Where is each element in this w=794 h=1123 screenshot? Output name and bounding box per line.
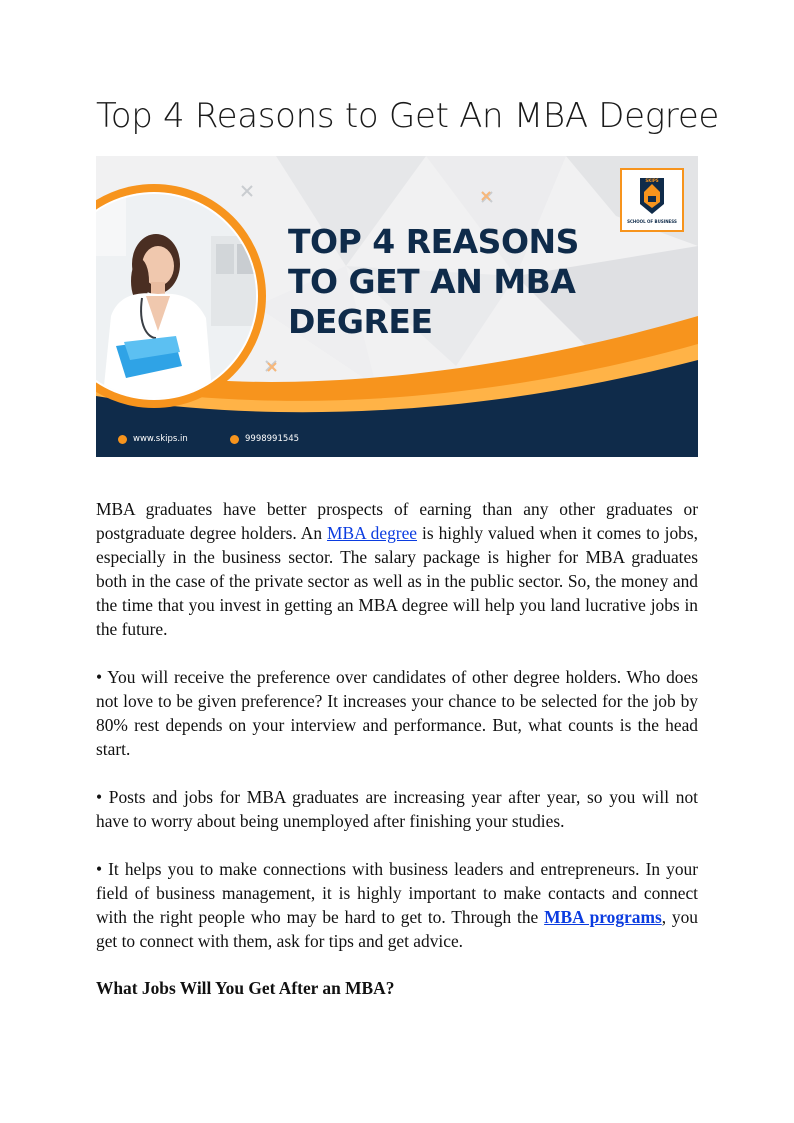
paragraph-text: , you get to connect with them, ask for tips and get advice. (96, 907, 699, 951)
banner-heading-line: TO GET AN MBA (288, 262, 576, 301)
paragraph-text: is highly valued when it comes to jobs, especially in the business sector. The salary package is higher for MBA graduates both in the case of the private sector as well as in the public sector. So, the money and the time that you invest in getting an MBA degree will help you land lucrative jobs in the future. (96, 523, 698, 639)
banner-heading-line: TOP 4 REASONS (288, 222, 579, 261)
paragraph-bullet-preference (96, 665, 698, 761)
paragraph-text: • It helps you to make connections with business leaders and entrepreneurs. In your field of business management, it is highly important to make contacts and connect with the right people who may be hard to get to. Through the (96, 859, 698, 927)
phone-contact (230, 432, 299, 446)
logo-subtext: SCHOOL OF BUSINESS (627, 219, 677, 224)
page-title: Top 4 Reasons to Get An MBA Degree (96, 96, 720, 136)
phone-icon (230, 435, 239, 444)
mba-degree-link[interactable]: MBA degree (327, 523, 418, 543)
phone-text: 9998991545 (245, 434, 300, 444)
skips-logo (620, 168, 684, 232)
section-heading: What Jobs Will You Get After an MBA? (96, 978, 395, 998)
website-contact (118, 432, 188, 446)
globe-icon (118, 435, 127, 444)
paragraph-intro (96, 497, 698, 641)
paragraph-text: MBA graduates have better prospects of earning than any other graduates or postgraduate degree holders. An (96, 499, 698, 543)
mba-programs-link[interactable]: MBA programs (544, 907, 662, 927)
banner-heading (288, 222, 579, 342)
paragraph-text: • Posts and jobs for MBA graduates are increasing year after year, so you will not have to worry about being unemployed after finishing your studies. (96, 787, 698, 831)
website-text: www.skips.in (133, 434, 188, 444)
banner-heading-line: DEGREE (288, 302, 433, 341)
hero-banner (96, 156, 698, 457)
logo-text: SKIPS (645, 178, 659, 183)
paragraph-bullet-jobs (96, 785, 698, 833)
paragraph-bullet-connections (96, 857, 698, 953)
paragraph-text: • You will receive the preference over candidates of other degree holders. Who does not love to be given preference? It increases your chance to be selected for the job by 80% rest depends on your interview and performance. But, what counts is the head start. (96, 667, 698, 759)
